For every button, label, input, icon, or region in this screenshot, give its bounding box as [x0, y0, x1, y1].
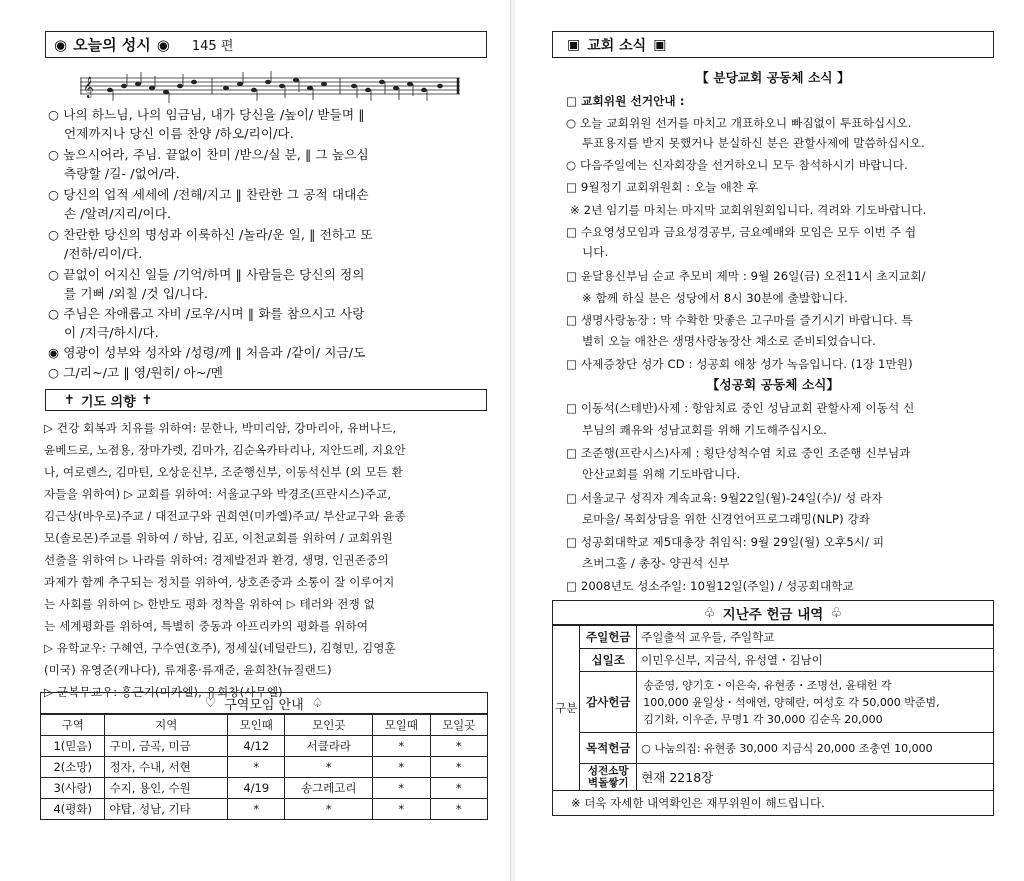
table-cell: *: [430, 778, 488, 799]
offering-value: 현재 2218장: [637, 764, 994, 791]
offering-value-line: 송준영, 양기호・이은숙, 유현종・조명선, 윤태헌 각: [643, 678, 892, 692]
table-row: [553, 733, 994, 764]
group-meeting-table: [40, 714, 488, 820]
psalm-title: 오늘의 성시: [73, 36, 151, 54]
news-line: 부님의 쾌유와 성남교회를 위해 기도해주십시오.: [582, 423, 827, 437]
offering-category: 주일헌금: [580, 626, 637, 649]
prayer-line: 모(솔로몬)주교를 위하여 / 하남, 김포, 이천교회를 위하여 / 교회위원: [44, 531, 393, 545]
news-line: □ 생명사랑농장 : 막 수확한 맛좋은 고구마를 즐기시기 바랍니다. 특: [566, 313, 913, 327]
news-line: ○ 다음주일에는 신자회장을 선거하오니 모두 참석하시기 바랍니다.: [566, 158, 908, 172]
table-cell: 1(믿음): [41, 736, 105, 757]
news-line: □ 윤달용신부님 순교 추모비 제막 : 9월 26일(금) 오전11시 초지교회/: [566, 269, 926, 283]
prayer-line: ▷ 유학교우: 구혜연, 구수연(호주), 정세실(네덜란드), 김형민, 김영훈: [44, 641, 396, 655]
heart-icon: ♡: [204, 695, 217, 711]
prayer-line: 는 사회를 위하여 ▷ 한반도 평화 정착을 위하여 ▷ 테러와 전쟁 없: [44, 597, 375, 611]
news-line: 투표용지를 받지 못했거나 분실하신 분은 관할사제에 말씀하십시오.: [582, 136, 925, 150]
prayer-line: 선출을 위하여 ▷ 나라를 위하여: 경제발전과 환경, 생명, 인권존중의: [44, 553, 389, 567]
table-cell: 3(사랑): [41, 778, 105, 799]
offering-category: 감사헌금: [580, 672, 637, 733]
offering-value-line: 100,000 윤일상・석애연, 양혜란, 여성호 각 50,000 박준범,: [643, 695, 940, 709]
table-cell: *: [373, 757, 430, 778]
psalm-number: 145 편: [191, 39, 234, 54]
news-line: 별히 오늘 애찬은 생명사랑농장산 채소로 준비되었습니다.: [582, 334, 876, 348]
table-cell: 4/19: [228, 778, 285, 799]
cross-icon: ✝: [64, 392, 75, 408]
prayer-title: 기도 의향: [80, 394, 136, 410]
table-row: [41, 778, 488, 799]
offering-side-label: 구분: [553, 626, 580, 791]
psalm-line: ○ 나의 하느님, 나의 임금님, 내가 당신을 /높이/ 받들며 ‖: [48, 107, 365, 122]
prayer-header: [45, 389, 487, 411]
psalm-line: 를 기뻐 /외칠 /것 입/니다.: [64, 286, 208, 301]
table-cell: 야탑, 성남, 기타: [105, 799, 228, 820]
news-line: ※ 함께 하실 분은 성당에서 8시 30분에 출발합니다.: [582, 291, 848, 305]
column-header: 모일때: [373, 715, 430, 736]
table-cell: 4/12: [228, 736, 285, 757]
table-cell: *: [373, 778, 430, 799]
prayer-line: 나, 여로렌스, 김마틴, 오상운신부, 조준행신부, 이동석신부 (외 모든 환: [44, 465, 403, 479]
news-line: □ 교회위원 선거안내 :: [566, 94, 685, 108]
prayer-line: ▷ 건강 회복과 치유를 위하여: 문한나, 박미리암, 강마리아, 유버나드,: [44, 421, 397, 435]
prayer-line: (미국) 유영준(캐나다), 류재홍·류재준, 윤희찬(뉴질랜드): [44, 663, 332, 677]
bullseye-icon: ◉: [156, 35, 170, 54]
table-cell: *: [373, 736, 430, 757]
offering-footnote: ※ 더욱 자세한 내역확인은 재무위원이 해드립니다.: [553, 791, 994, 816]
offering-value: 주일출석 교우들, 주일학교: [637, 626, 994, 649]
table-row: [41, 757, 488, 778]
news-line: □ 조준행(프란시스)사제 : 횡단성척수염 치료 중인 조준행 신부님과: [566, 446, 911, 460]
spade-icon: ♤: [311, 695, 324, 711]
table-row: [41, 736, 488, 757]
table-header-row: [41, 715, 488, 736]
table-cell: 정자, 수내, 서현: [105, 757, 228, 778]
offering-value: ○ 나눔의집: 유현종 30,000 지금식 20,000 조충연 10,000: [637, 733, 994, 764]
psalm-line: 손 /알려/지리/이다.: [64, 206, 172, 221]
group-meeting-title: 구역모임 안내: [224, 697, 304, 713]
news-line: □ 9월정기 교회위원회 : 오늘 애찬 후: [566, 180, 759, 194]
news-line: ※ 2년 임기를 마치는 마지막 교회위원회입니다. 격려와 기도바랍니다.: [570, 203, 927, 217]
table-cell: 구미, 금곡, 미금: [105, 736, 228, 757]
prayer-line: ▷ 군복무교우: 홍근기(미카엘), 유희창(사무엘): [44, 685, 283, 699]
psalm-header: [45, 31, 487, 58]
psalm-line: ◉ 영광이 성부와 성자와 /성령/께 ‖ 처음과 /같이/ 지금/도: [48, 345, 366, 360]
table-cell: 송그레고리: [285, 778, 373, 799]
offering-category: 목적헌금: [580, 733, 637, 764]
news-header: [552, 31, 994, 58]
cross-icon: ✝: [141, 392, 153, 408]
table-cell: *: [228, 757, 285, 778]
psalm-line: ○ 주님은 자애롭고 자비 /로우/시며 ‖ 화를 참으시고 사랑: [48, 306, 365, 321]
table-cell: *: [285, 799, 373, 820]
psalm-line: 이 /지극/하시/다.: [64, 325, 159, 340]
bullseye-icon: ◉: [54, 35, 68, 54]
psalm-line: ○ 끝없이 어지신 일들 /기억/하며 ‖ 사람들은 당신의 정의: [48, 267, 365, 282]
club-icon: ♧: [830, 604, 843, 621]
prayer-line: 윤베드로, 노점용, 장마가렛, 김마가, 김순옥카타리나, 지안드레, 지요안: [44, 443, 406, 457]
table-row: [41, 799, 488, 820]
prayer-line: 과제가 함께 추구되는 정치를 위하여, 상호존중과 소통이 잘 이루어지: [44, 575, 395, 589]
table-row: [553, 649, 994, 672]
prayer-line: 자들을 위하여) ▷ 교회를 위하여: 서울교구와 박경조(프란시스)주교,: [44, 487, 392, 501]
news-line: □ 수요영성모임과 금요성경공부, 금요예배와 모임은 모두 이번 주 쉽: [566, 225, 917, 239]
table-row: [553, 764, 994, 791]
column-header: 모인때: [228, 715, 285, 736]
square-icon: ▣: [653, 36, 667, 53]
prayer-line: 김근상(바우로)주교 / 대전교구와 권희연(미카엘)주교/ 부산교구와 윤종: [44, 509, 406, 523]
section-title: 【 분당교회 공동체 소식 】: [696, 70, 850, 85]
news-line: ○ 오늘 교회위원 선거를 마치고 개표하오니 빠짐없이 투표하십시오.: [566, 116, 912, 130]
table-cell: *: [430, 757, 488, 778]
table-cell: 4(평화): [41, 799, 105, 820]
table-row: [553, 626, 994, 649]
table-cell: *: [285, 757, 373, 778]
square-icon: ▣: [567, 36, 581, 53]
offering-category: 성전소망 벽돌쌓기: [580, 764, 637, 791]
news-line: 니다.: [582, 245, 609, 259]
club-icon: ♧: [703, 604, 716, 621]
table-row: [553, 672, 994, 733]
news-title: 교회 소식: [587, 37, 647, 54]
news-line: □ 서울교구 성직자 계속교육: 9월22일(월)-24일(수)/ 성 라자: [566, 491, 883, 505]
table-cell: *: [430, 799, 488, 820]
section-title: 【성공회 공동체 소식】: [706, 377, 840, 392]
news-line: □ 성공회대학교 제5대총장 취임식: 9월 29일(월) 오후5시/ 피: [566, 535, 885, 549]
news-line: □ 2008년도 성소주일: 10월12일(주일) / 성공회대학교: [566, 579, 854, 593]
group-meeting-header: [40, 692, 488, 714]
column-header: 구역: [41, 715, 105, 736]
psalm-line: 언제까지나 당신 이름 찬양 /하오/리이/다.: [64, 126, 294, 141]
psalm-line: ○ 찬란한 당신의 명성과 이룩하신 /놀라/운 일, ‖ 전하고 또: [48, 227, 373, 242]
news-line: 로마을/ 목회상담을 위한 신경언어프로그래밍(NLP) 강좌: [582, 512, 871, 526]
offering-category: 십일조: [580, 649, 637, 672]
offering-value: 이민우신부, 지금식, 유성열・김남이: [637, 649, 994, 672]
news-line: 츠버그홀 / 총장- 양권석 신부: [582, 556, 730, 570]
table-cell: 서클라라: [285, 736, 373, 757]
psalm-line: ○ 높으시어라, 주님. 끝없이 찬미 /받으/실 분, ‖ 그 높으심: [48, 147, 369, 162]
right-page: [512, 0, 1024, 881]
table-row: [553, 791, 994, 816]
psalm-line: ○ 그/리~/고 ‖ 영/원히/ 아~/멘: [48, 365, 224, 380]
table-cell: *: [430, 736, 488, 757]
offering-value-line: 김기화, 이우준, 무명1 각 30,000 김순옥 20,000: [643, 712, 883, 726]
table-cell: *: [228, 799, 285, 820]
psalm-line: 측량할 /길- /없어/라.: [64, 166, 180, 181]
prayer-line: 는 세계평화를 위하여, 특별히 중동과 아프리카의 평화를 위하여: [44, 619, 369, 633]
psalm-line: ○ 당신의 업적 세세에 /전해/지고 ‖ 찬란한 그 공적 대대손: [48, 187, 369, 202]
news-line: 안산교회를 위해 기도바랍니다.: [582, 467, 741, 481]
news-line: □ 이동석(스테반)사제 : 항암치료 중인 성남교회 관할사제 이동석 신: [566, 401, 915, 415]
svg-text:𝄞: 𝄞: [83, 77, 94, 98]
offering-title: 지난주 헌금 내역: [722, 606, 824, 623]
column-header: 모인곳: [285, 715, 373, 736]
column-header: 모일곳: [430, 715, 488, 736]
table-cell: 수지, 용인, 수원: [105, 778, 228, 799]
table-cell: 2(소망): [41, 757, 105, 778]
news-line: □ 사제증창단 성가 CD : 성공회 애창 성가 녹음입니다. (1장 1만원): [566, 357, 913, 371]
music-staff-image: [80, 70, 460, 104]
psalm-line: /전하/리이/다.: [64, 246, 143, 261]
offering-table: [552, 625, 994, 816]
table-cell: *: [373, 799, 430, 820]
offering-header: [552, 600, 994, 625]
column-header: 지역: [105, 715, 228, 736]
offering-value: [637, 672, 994, 733]
